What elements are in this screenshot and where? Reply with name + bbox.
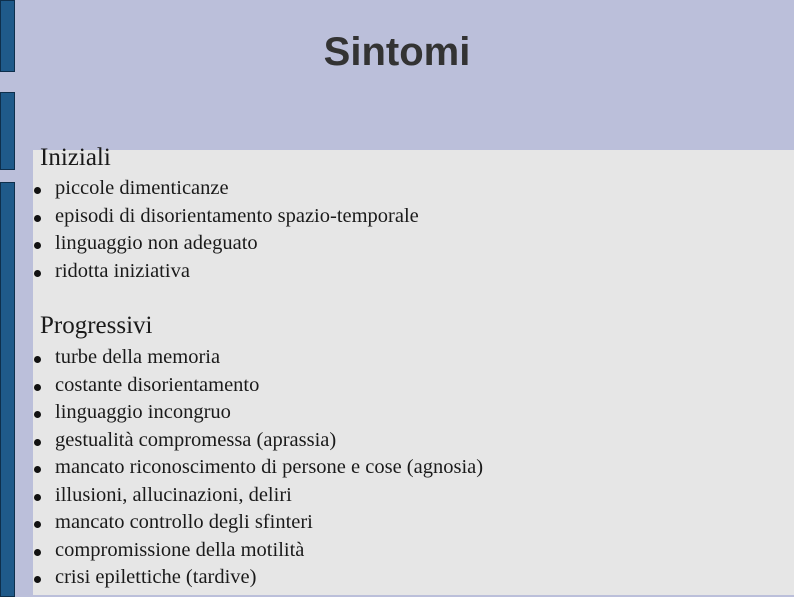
list-item: turbe della memoria — [33, 344, 483, 372]
bullet-icon — [34, 215, 41, 222]
bullet-icon — [34, 439, 41, 446]
section-heading-iniziali: Iniziali — [40, 144, 111, 171]
bullet-icon — [34, 384, 41, 391]
list-item: costante disorientamento — [33, 372, 483, 400]
bullet-icon — [34, 494, 41, 501]
list-item: mancato controllo degli sfinteri — [33, 509, 483, 537]
list-progressivi — [33, 344, 483, 592]
bullet-icon — [34, 549, 41, 556]
content-panel — [33, 144, 794, 595]
left-accent-strip — [0, 0, 23, 595]
accent-bar — [0, 92, 15, 170]
list-item: gestualità compromessa (aprassia) — [33, 427, 483, 455]
list-item: linguaggio incongruo — [33, 399, 483, 427]
slide-title: Sintomi — [323, 30, 471, 74]
section-heading-progressivi: Progressivi — [40, 312, 153, 339]
bullet-icon — [34, 270, 41, 277]
list-item: mancato riconoscimento di persone e cose (agnosia) — [33, 454, 483, 482]
list-iniziali — [33, 175, 419, 285]
list-item: compromissione della motilità — [33, 537, 483, 565]
title-band — [23, 0, 794, 150]
bullet-icon — [34, 411, 41, 418]
list-item: ridotta iniziativa — [33, 258, 419, 286]
bullet-icon — [34, 521, 41, 528]
bullet-icon — [34, 466, 41, 473]
list-item: episodi di disorientamento spazio-temporale — [33, 203, 419, 231]
list-item: linguaggio non adeguato — [33, 230, 419, 258]
list-item: illusioni, allucinazioni, deliri — [33, 482, 483, 510]
list-item: crisi epilettiche (tardive) — [33, 564, 483, 592]
accent-bar — [0, 182, 15, 597]
list-item: piccole dimenticanze — [33, 175, 419, 203]
bullet-icon — [34, 576, 41, 583]
bullet-icon — [34, 187, 41, 194]
bullet-icon — [34, 356, 41, 363]
bullet-icon — [34, 242, 41, 249]
